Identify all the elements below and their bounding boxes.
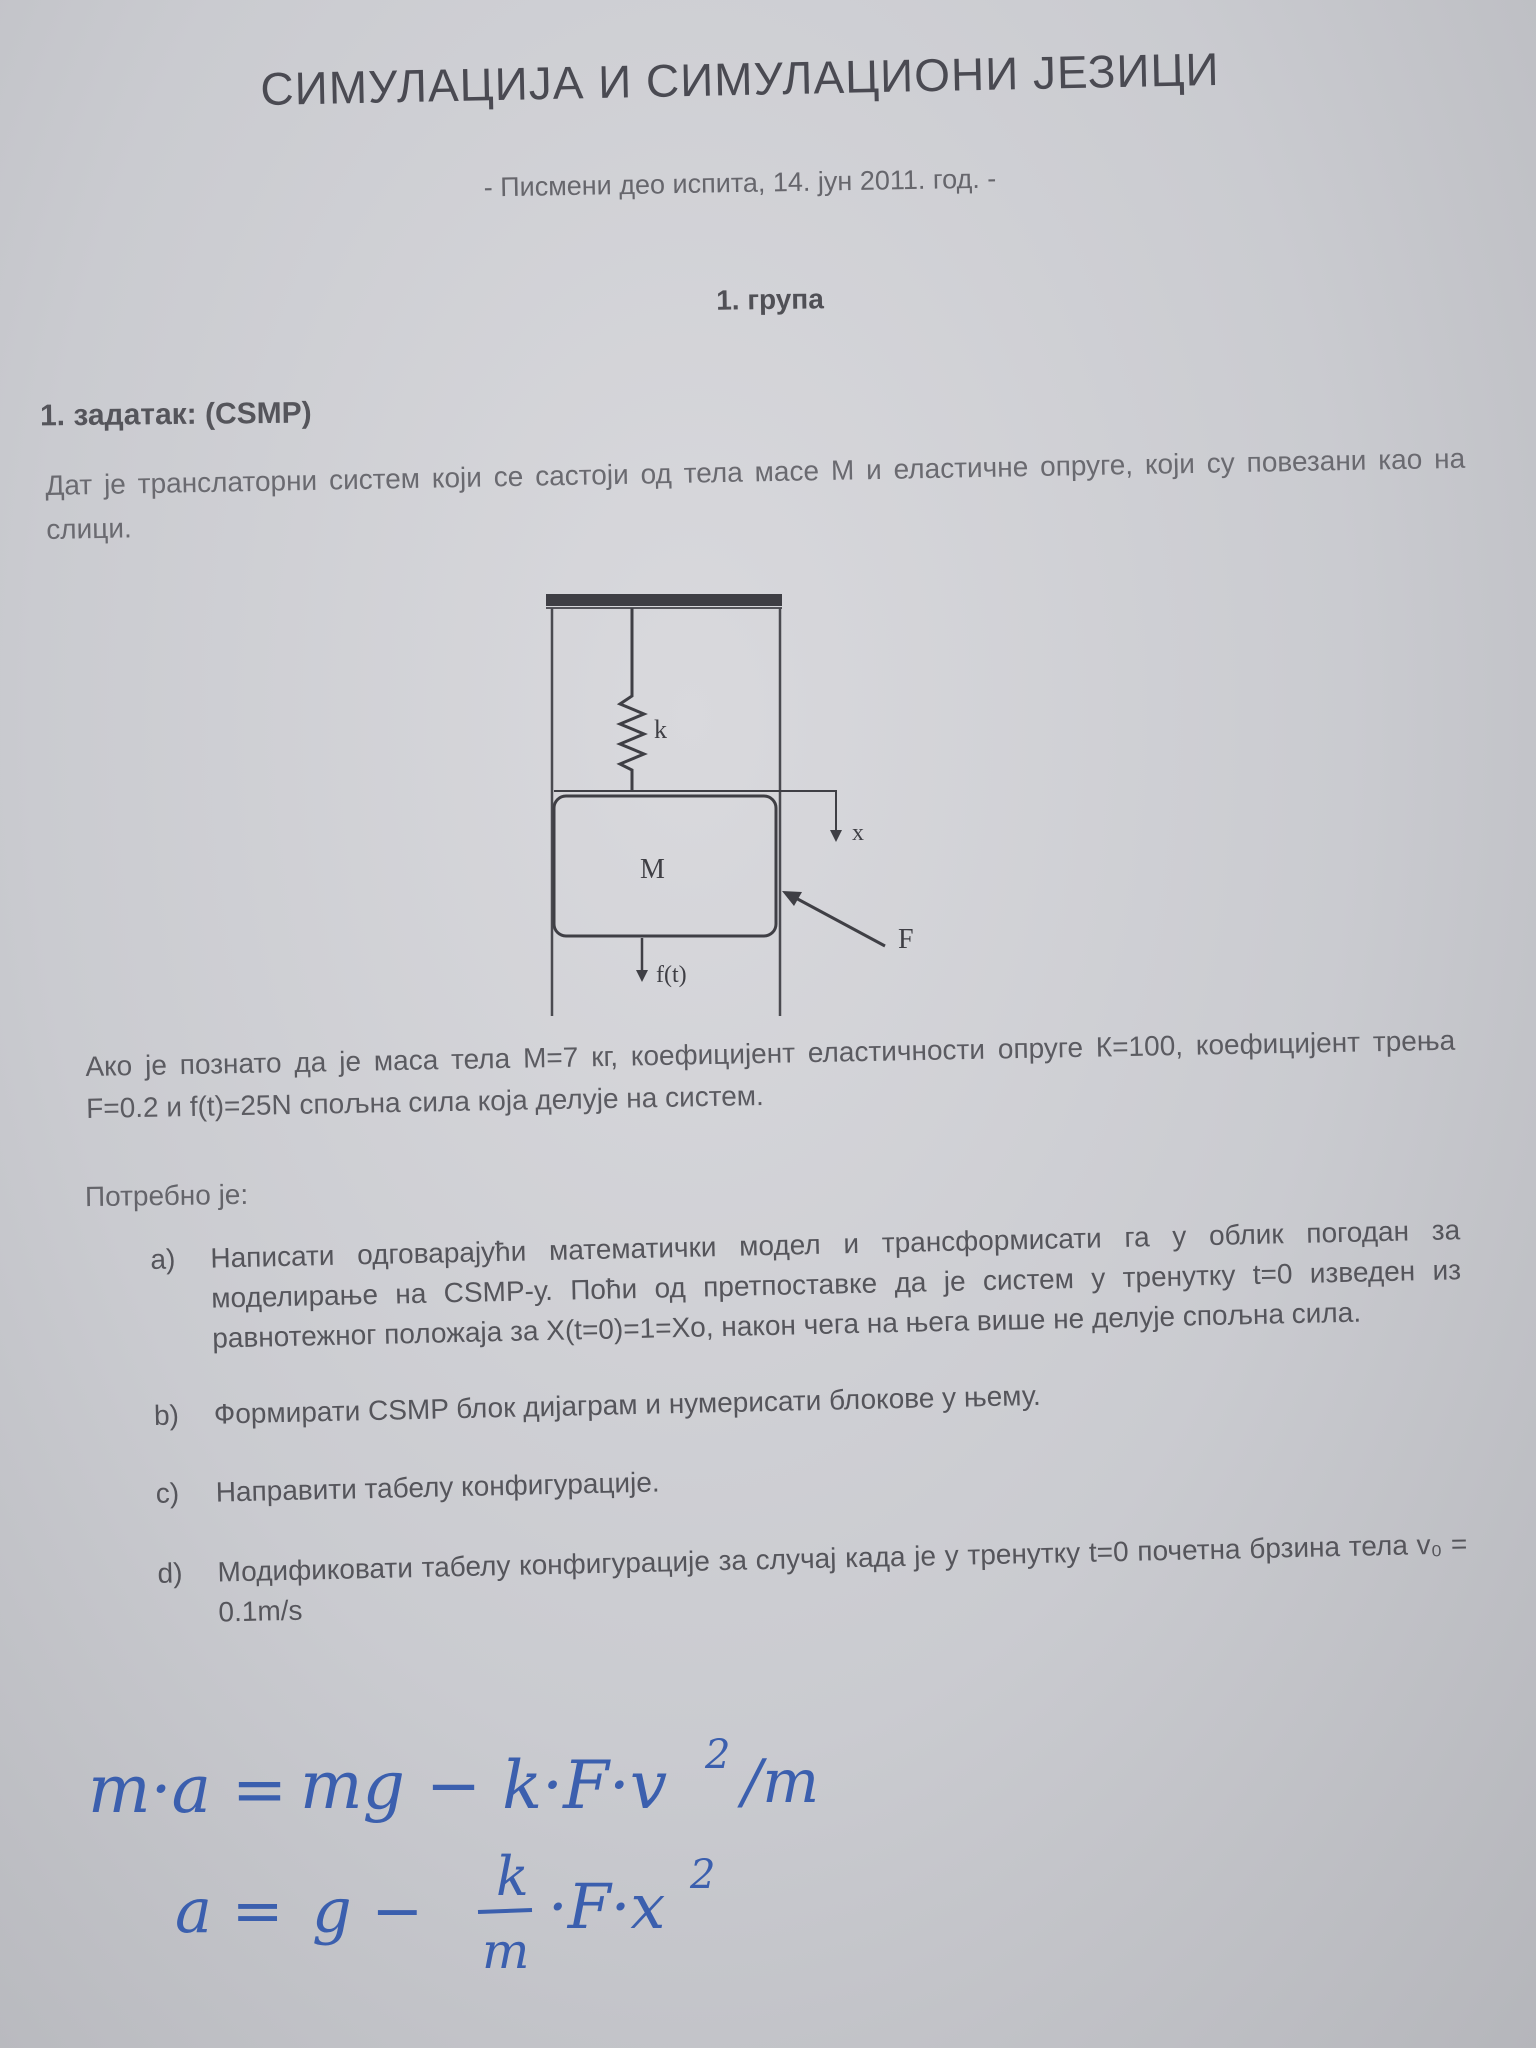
handwritten-eq2-rest: ·F·x — [548, 1870, 666, 1943]
item-label: c) — [155, 1477, 180, 1509]
handwritten-eq2-exp: 2 — [690, 1852, 716, 1898]
item-text: Модификовати табелу конфигурације за случај када је у тренутку t=0 почетна брзина тела v₀ = 0.1m/s — [217, 1528, 1468, 1628]
handwritten-frac-den: m — [482, 1922, 530, 1980]
document-title: СИМУЛАЦИЈА И СИМУЛАЦИОНИ ЈЕЗИЦИ — [259, 42, 1221, 116]
item-text: Написати одговарајући математички модел и трансформисати га у облик погодан за моделирање на CSMP-у. Поћи од претпоставке да је систем у тренутку t=0 изведен из равнотежног положаја за X(t=0)=1=Xo, након чега на њега више не делује спољна сила. — [210, 1214, 1462, 1354]
x-label: x — [852, 820, 864, 846]
mass-label: M — [640, 854, 665, 885]
item-label: b) — [153, 1399, 180, 1431]
task-givens: Ако је познато да је маса тела М=7 кг, коефицијент еластичности опруге К=100, коефицијент трења F=0.2 и f(t)=25N спољна сила која делује на систем. — [85, 1024, 1456, 1124]
item-text: Направити табелу конфигурације. — [215, 1466, 660, 1508]
handwritten-eq1-rhs: mg − k·F·v — [300, 1747, 668, 1824]
force-label: f(t) — [656, 962, 687, 988]
handwritten-fraction-bar — [478, 1910, 532, 1912]
handwritten-eq2-lhs: a = — [175, 1874, 284, 1947]
exam-subtitle: - Писмени део испита, 14. јун 2011. год. - — [483, 163, 997, 203]
handwritten-eq1-exp: 2 — [705, 1732, 731, 1778]
handwritten-eq2-g: g − — [312, 1874, 424, 1947]
item-label: a) — [150, 1243, 176, 1275]
group-label: 1. група — [715, 283, 825, 316]
required-label: Потребно је: — [84, 1178, 249, 1213]
item-label: d) — [157, 1557, 183, 1589]
task-intro: Дат је транслаторни систем који се састоји од тела масе М и еластичне опруге, који су повезани као на слици. — [45, 442, 1466, 545]
friction-label: F — [898, 924, 914, 955]
handwritten-eq1-tail: /m — [742, 1747, 820, 1817]
task-heading: 1. задатак: (CSMP) — [39, 396, 312, 433]
spring-label: k — [654, 715, 667, 744]
item-text: Формирати CSMP блок дијаграм и нумерисати блокове у њему. — [213, 1379, 1042, 1430]
handwritten-frac-num: k — [496, 1845, 529, 1908]
handwritten-eq1-lhs: m·a = — [88, 1751, 288, 1828]
